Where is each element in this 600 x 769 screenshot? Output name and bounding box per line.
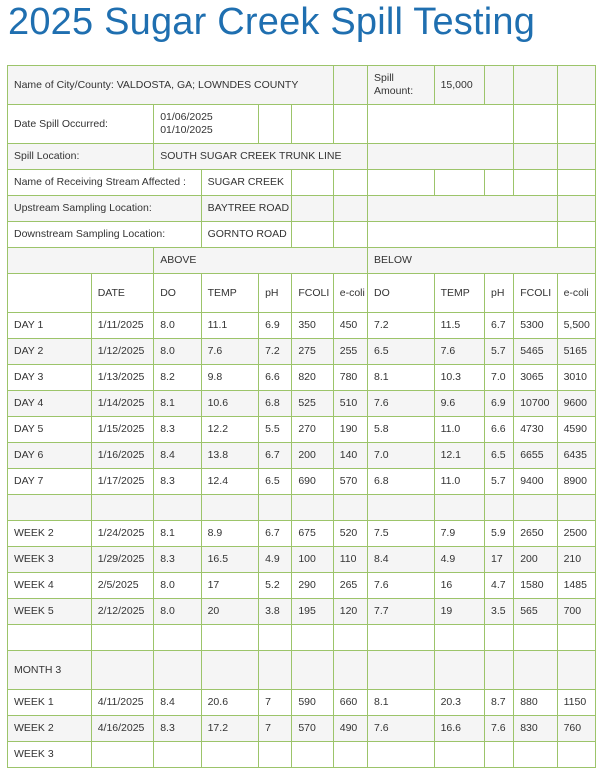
city-label: Name of City/County: VALDOSTA, GA; LOWNDES COUNTY <box>8 66 334 105</box>
cell-row-label: WEEK 5 <box>8 599 92 625</box>
blank-cell <box>201 625 258 651</box>
cell-above-do: 8.2 <box>154 365 201 391</box>
cell-below-fcoli: 3065 <box>514 365 557 391</box>
blank-cell <box>292 170 333 196</box>
blank-cell <box>368 222 558 248</box>
cell-above-ph: 6.9 <box>259 313 292 339</box>
blank-cell <box>434 170 484 196</box>
blank-cell <box>557 651 595 690</box>
cell-below-do: 7.5 <box>368 521 435 547</box>
cell-below-do: 8.4 <box>368 547 435 573</box>
cell-below-ecoli: 3010 <box>557 365 595 391</box>
blank-cell <box>333 222 367 248</box>
cell-above-do: 8.0 <box>154 313 201 339</box>
cell-above-ph: 3.8 <box>259 599 292 625</box>
blank-cell <box>514 144 557 170</box>
cell-below-fcoli: 1580 <box>514 573 557 599</box>
info-row-location <box>8 144 596 170</box>
cell-above-ph: 6.7 <box>259 443 292 469</box>
cell-above-fcoli: 350 <box>292 313 333 339</box>
cell-above-fcoli: 525 <box>292 391 333 417</box>
cell-date: 1/13/2025 <box>91 365 154 391</box>
cell-above-ecoli: 520 <box>333 521 367 547</box>
cell-date: 1/14/2025 <box>91 391 154 417</box>
cell-row-label: DAY 1 <box>8 313 92 339</box>
cell-below-ecoli: 8900 <box>557 469 595 495</box>
cell-row-label: DAY 5 <box>8 417 92 443</box>
table-row <box>8 365 596 391</box>
cell-above-ph: 7.2 <box>259 339 292 365</box>
cell-below-temp: 19 <box>434 599 484 625</box>
cell-below-temp: 10.3 <box>434 365 484 391</box>
cell-below-ph: 6.6 <box>484 417 513 443</box>
cell-below-fcoli: 5465 <box>514 339 557 365</box>
cell-above-ecoli: 450 <box>333 313 367 339</box>
above-group-header: ABOVE <box>154 248 368 274</box>
blank-cell <box>333 651 367 690</box>
header-date: DATE <box>91 274 154 313</box>
blank-cell <box>368 651 435 690</box>
cell-above-do: 8.4 <box>154 690 201 716</box>
cell-below-ph: 6.9 <box>484 391 513 417</box>
cell-above-do: 8.3 <box>154 716 201 742</box>
cell-above-ecoli: 780 <box>333 365 367 391</box>
cell-date: 1/15/2025 <box>91 417 154 443</box>
cell-row-label: WEEK 3 <box>8 547 92 573</box>
cell-date: 1/17/2025 <box>91 469 154 495</box>
cell-above-ph: 7 <box>259 716 292 742</box>
cell-above-ph: 6.7 <box>259 521 292 547</box>
blank-cell <box>434 495 484 521</box>
cell-above-fcoli: 590 <box>292 690 333 716</box>
cell-above-ecoli: 255 <box>333 339 367 365</box>
cell-date: 4/11/2025 <box>91 690 154 716</box>
cell-below-do: 7.6 <box>368 573 435 599</box>
cell-row-label: DAY 4 <box>8 391 92 417</box>
date-label: Date Spill Occurred: <box>8 105 154 144</box>
cell-below-fcoli: 9400 <box>514 469 557 495</box>
table-row <box>8 690 596 716</box>
blank-cell <box>154 625 201 651</box>
cell-date: 2/5/2025 <box>91 573 154 599</box>
cell-above-temp: 12.4 <box>201 469 258 495</box>
blank-cell <box>514 66 557 105</box>
date-end: 01/10/2025 <box>160 124 213 136</box>
spill-testing-table <box>7 65 596 768</box>
upstream-label: Upstream Sampling Location: <box>8 196 202 222</box>
blank-cell <box>154 651 201 690</box>
cell-date: 1/12/2025 <box>91 339 154 365</box>
blank-cell <box>368 742 435 768</box>
blank-cell <box>292 495 333 521</box>
table-row <box>8 573 596 599</box>
header-below-do: DO <box>368 274 435 313</box>
blank-cell <box>368 495 435 521</box>
cell-above-ph: 7 <box>259 690 292 716</box>
cell-date: 1/11/2025 <box>91 313 154 339</box>
table-row <box>8 339 596 365</box>
blank-cell <box>514 651 557 690</box>
cell-below-fcoli: 6655 <box>514 443 557 469</box>
cell-above-do: 8.1 <box>154 521 201 547</box>
cell-below-temp: 7.6 <box>434 339 484 365</box>
cell-below-ph: 7.0 <box>484 365 513 391</box>
table-row <box>8 716 596 742</box>
blank-cell <box>484 742 513 768</box>
cell-above-temp: 17 <box>201 573 258 599</box>
blank-cell <box>484 495 513 521</box>
cell-below-ph: 8.7 <box>484 690 513 716</box>
blank-cell <box>333 66 367 105</box>
cell-above-temp: 7.6 <box>201 339 258 365</box>
cell-above-ecoli: 660 <box>333 690 367 716</box>
cell-below-ecoli: 1150 <box>557 690 595 716</box>
blank-cell <box>333 495 367 521</box>
blank-cell <box>368 144 514 170</box>
cell-above-ecoli: 190 <box>333 417 367 443</box>
blank-cell <box>259 742 292 768</box>
cell-above-ph: 5.5 <box>259 417 292 443</box>
group-header-row <box>8 248 596 274</box>
location-label: Spill Location: <box>8 144 154 170</box>
blank-cell <box>368 105 514 144</box>
cell-row-label: WEEK 2 <box>8 716 92 742</box>
stream-label: Name of Receiving Stream Affected : <box>8 170 202 196</box>
header-below-temp: TEMP <box>434 274 484 313</box>
cell-above-temp: 17.2 <box>201 716 258 742</box>
cell-above-fcoli: 200 <box>292 443 333 469</box>
column-header-row <box>8 274 596 313</box>
cell-above-ph: 6.8 <box>259 391 292 417</box>
cell-below-ecoli: 5,500 <box>557 313 595 339</box>
blank-cell <box>557 144 595 170</box>
cell-above-do: 8.3 <box>154 547 201 573</box>
cell-above-do: 8.1 <box>154 391 201 417</box>
cell-below-do: 7.6 <box>368 391 435 417</box>
blank-cell <box>514 105 557 144</box>
cell-below-fcoli: 10700 <box>514 391 557 417</box>
blank-cell <box>557 495 595 521</box>
cell-below-temp: 11.5 <box>434 313 484 339</box>
blank-cell <box>514 742 557 768</box>
cell-date: 1/24/2025 <box>91 521 154 547</box>
blank-cell <box>201 742 258 768</box>
blank-cell <box>333 170 367 196</box>
cell-below-fcoli: 2650 <box>514 521 557 547</box>
cell-below-temp: 9.6 <box>434 391 484 417</box>
cell-below-temp: 20.3 <box>434 690 484 716</box>
cell-above-ph: 4.9 <box>259 547 292 573</box>
table-row <box>8 313 596 339</box>
date-start: 01/06/2025 <box>160 111 213 123</box>
cell-above-fcoli: 820 <box>292 365 333 391</box>
cell-below-ecoli: 210 <box>557 547 595 573</box>
cell-below-do: 5.8 <box>368 417 435 443</box>
page-title: 2025 Sugar Creek Spill Testing <box>8 1 536 43</box>
blank-cell <box>484 66 513 105</box>
blank-cell <box>154 742 201 768</box>
blank-cell <box>368 196 558 222</box>
cell-above-temp: 11.1 <box>201 313 258 339</box>
cell-above-temp: 9.8 <box>201 365 258 391</box>
blank-cell <box>434 651 484 690</box>
blank-cell <box>557 222 595 248</box>
blank-cell <box>292 651 333 690</box>
info-row-city <box>8 66 596 105</box>
cell-above-fcoli: 570 <box>292 716 333 742</box>
blank-cell <box>514 625 557 651</box>
cell-above-temp: 16.5 <box>201 547 258 573</box>
blank-cell <box>201 495 258 521</box>
table-row <box>8 742 596 768</box>
cell-below-temp: 7.9 <box>434 521 484 547</box>
location-value: SOUTH SUGAR CREEK TRUNK LINE <box>154 144 368 170</box>
blank-cell <box>91 651 154 690</box>
cell-below-fcoli: 880 <box>514 690 557 716</box>
blank-cell <box>333 196 367 222</box>
blank-cell <box>514 170 557 196</box>
cell-date: 4/16/2025 <box>91 716 154 742</box>
cell-below-ecoli: 760 <box>557 716 595 742</box>
blank-cell <box>8 274 92 313</box>
cell-below-ecoli: 2500 <box>557 521 595 547</box>
stream-value: SUGAR CREEK <box>201 170 292 196</box>
cell-below-fcoli: 5300 <box>514 313 557 339</box>
blank-cell <box>8 495 92 521</box>
cell-below-ecoli: 700 <box>557 599 595 625</box>
blank-cell <box>368 170 435 196</box>
table-row <box>8 547 596 573</box>
blank-cell <box>292 625 333 651</box>
spill-amount-value: 15,000 <box>434 66 484 105</box>
cell-above-ph: 6.6 <box>259 365 292 391</box>
cell-row-label: WEEK 2 <box>8 521 92 547</box>
header-below-ecoli: e-coli <box>557 274 595 313</box>
blank-cell <box>8 248 154 274</box>
blank-cell <box>8 625 92 651</box>
header-below-fcoli: FCOLI <box>514 274 557 313</box>
cell-above-do: 8.0 <box>154 573 201 599</box>
cell-below-ph: 7.6 <box>484 716 513 742</box>
blank-cell <box>434 625 484 651</box>
blank-cell <box>292 742 333 768</box>
blank-cell <box>91 495 154 521</box>
cell-above-fcoli: 195 <box>292 599 333 625</box>
cell-above-do: 8.3 <box>154 417 201 443</box>
cell-above-ph: 5.2 <box>259 573 292 599</box>
cell-above-ecoli: 120 <box>333 599 367 625</box>
header-above-fcoli: FCOLI <box>292 274 333 313</box>
cell-above-fcoli: 290 <box>292 573 333 599</box>
blank-cell <box>333 625 367 651</box>
table-row <box>8 443 596 469</box>
cell-below-ecoli: 9600 <box>557 391 595 417</box>
cell-below-ecoli: 1485 <box>557 573 595 599</box>
header-below-ph: pH <box>484 274 513 313</box>
blank-cell <box>333 105 367 144</box>
blank-cell <box>434 742 484 768</box>
cell-below-ph: 5.7 <box>484 339 513 365</box>
blank-cell <box>292 222 333 248</box>
cell-above-temp: 12.2 <box>201 417 258 443</box>
cell-row-label: DAY 3 <box>8 365 92 391</box>
cell-above-do: 8.0 <box>154 339 201 365</box>
cell-below-ph: 6.5 <box>484 443 513 469</box>
cell-row-label: DAY 2 <box>8 339 92 365</box>
cell-above-ecoli: 140 <box>333 443 367 469</box>
cell-below-fcoli: 565 <box>514 599 557 625</box>
cell-row-label: WEEK 4 <box>8 573 92 599</box>
cell-below-temp: 11.0 <box>434 417 484 443</box>
blank-cell <box>292 105 333 144</box>
cell-below-ph: 5.7 <box>484 469 513 495</box>
cell-above-fcoli: 275 <box>292 339 333 365</box>
blank-cell <box>368 625 435 651</box>
cell-row-label: DAY 6 <box>8 443 92 469</box>
cell-below-ph: 5.9 <box>484 521 513 547</box>
spacer-row <box>8 495 596 521</box>
cell-above-temp: 8.9 <box>201 521 258 547</box>
table-row <box>8 469 596 495</box>
cell-above-ecoli: 570 <box>333 469 367 495</box>
cell-below-ph: 4.7 <box>484 573 513 599</box>
cell-below-fcoli: 4730 <box>514 417 557 443</box>
cell-above-fcoli: 675 <box>292 521 333 547</box>
cell-below-fcoli: 200 <box>514 547 557 573</box>
cell-below-ph: 17 <box>484 547 513 573</box>
blank-cell <box>259 495 292 521</box>
blank-cell <box>154 495 201 521</box>
cell-below-do: 7.7 <box>368 599 435 625</box>
table-row <box>8 521 596 547</box>
blank-cell <box>557 170 595 196</box>
blank-cell <box>557 625 595 651</box>
row-label: WEEK 3 <box>8 742 92 768</box>
cell-below-temp: 11.0 <box>434 469 484 495</box>
cell-below-do: 7.6 <box>368 716 435 742</box>
cell-below-do: 7.0 <box>368 443 435 469</box>
cell-above-temp: 20 <box>201 599 258 625</box>
date-value <box>154 105 259 144</box>
blank-cell <box>91 625 154 651</box>
blank-cell <box>292 196 333 222</box>
cell-above-fcoli: 690 <box>292 469 333 495</box>
cell-below-temp: 4.9 <box>434 547 484 573</box>
cell-below-fcoli: 830 <box>514 716 557 742</box>
cell-below-ph: 6.7 <box>484 313 513 339</box>
below-group-header: BELOW <box>368 248 596 274</box>
cell-above-temp: 20.6 <box>201 690 258 716</box>
row-label: MONTH 3 <box>8 651 92 690</box>
cell-below-do: 8.1 <box>368 365 435 391</box>
blank-cell <box>514 495 557 521</box>
cell-above-temp: 13.8 <box>201 443 258 469</box>
cell-row-label: WEEK 1 <box>8 690 92 716</box>
table-row <box>8 417 596 443</box>
header-above-ph: pH <box>259 274 292 313</box>
downstream-label: Downstream Sampling Location: <box>8 222 202 248</box>
cell-below-temp: 16 <box>434 573 484 599</box>
cell-below-temp: 12.1 <box>434 443 484 469</box>
blank-cell <box>333 742 367 768</box>
cell-below-do: 6.5 <box>368 339 435 365</box>
blank-cell <box>557 196 595 222</box>
info-row-upstream <box>8 196 596 222</box>
cell-below-do: 6.8 <box>368 469 435 495</box>
cell-above-temp: 10.6 <box>201 391 258 417</box>
header-above-temp: TEMP <box>201 274 258 313</box>
info-row-date <box>8 105 596 144</box>
blank-cell <box>259 625 292 651</box>
upstream-value: BAYTREE ROAD <box>201 196 292 222</box>
cell-above-ph: 6.5 <box>259 469 292 495</box>
cell-above-ecoli: 265 <box>333 573 367 599</box>
month-header-row <box>8 651 596 690</box>
header-above-do: DO <box>154 274 201 313</box>
cell-below-ecoli: 6435 <box>557 443 595 469</box>
blank-cell <box>91 742 154 768</box>
blank-cell <box>557 105 595 144</box>
cell-date: 2/12/2025 <box>91 599 154 625</box>
cell-above-fcoli: 270 <box>292 417 333 443</box>
blank-cell <box>484 625 513 651</box>
spill-amount-label: Spill Amount: <box>368 66 435 105</box>
cell-below-ecoli: 4590 <box>557 417 595 443</box>
cell-row-label: DAY 7 <box>8 469 92 495</box>
info-row-stream <box>8 170 596 196</box>
info-row-downstream <box>8 222 596 248</box>
blank-cell <box>557 742 595 768</box>
cell-date: 1/16/2025 <box>91 443 154 469</box>
blank-cell <box>484 651 513 690</box>
cell-above-do: 8.3 <box>154 469 201 495</box>
blank-cell <box>201 651 258 690</box>
header-above-ecoli: e-coli <box>333 274 367 313</box>
cell-date: 1/29/2025 <box>91 547 154 573</box>
cell-below-temp: 16.6 <box>434 716 484 742</box>
cell-below-ecoli: 5165 <box>557 339 595 365</box>
cell-below-ph: 3.5 <box>484 599 513 625</box>
blank-cell <box>557 66 595 105</box>
downstream-value: GORNTO ROAD <box>201 222 292 248</box>
cell-below-do: 7.2 <box>368 313 435 339</box>
cell-above-do: 8.4 <box>154 443 201 469</box>
cell-above-ecoli: 510 <box>333 391 367 417</box>
cell-above-ecoli: 110 <box>333 547 367 573</box>
blank-cell <box>259 105 292 144</box>
table-row <box>8 391 596 417</box>
cell-above-ecoli: 490 <box>333 716 367 742</box>
blank-cell <box>484 170 513 196</box>
cell-below-do: 8.1 <box>368 690 435 716</box>
blank-cell <box>259 651 292 690</box>
spacer-row <box>8 625 596 651</box>
table-row <box>8 599 596 625</box>
cell-above-do: 8.0 <box>154 599 201 625</box>
cell-above-fcoli: 100 <box>292 547 333 573</box>
